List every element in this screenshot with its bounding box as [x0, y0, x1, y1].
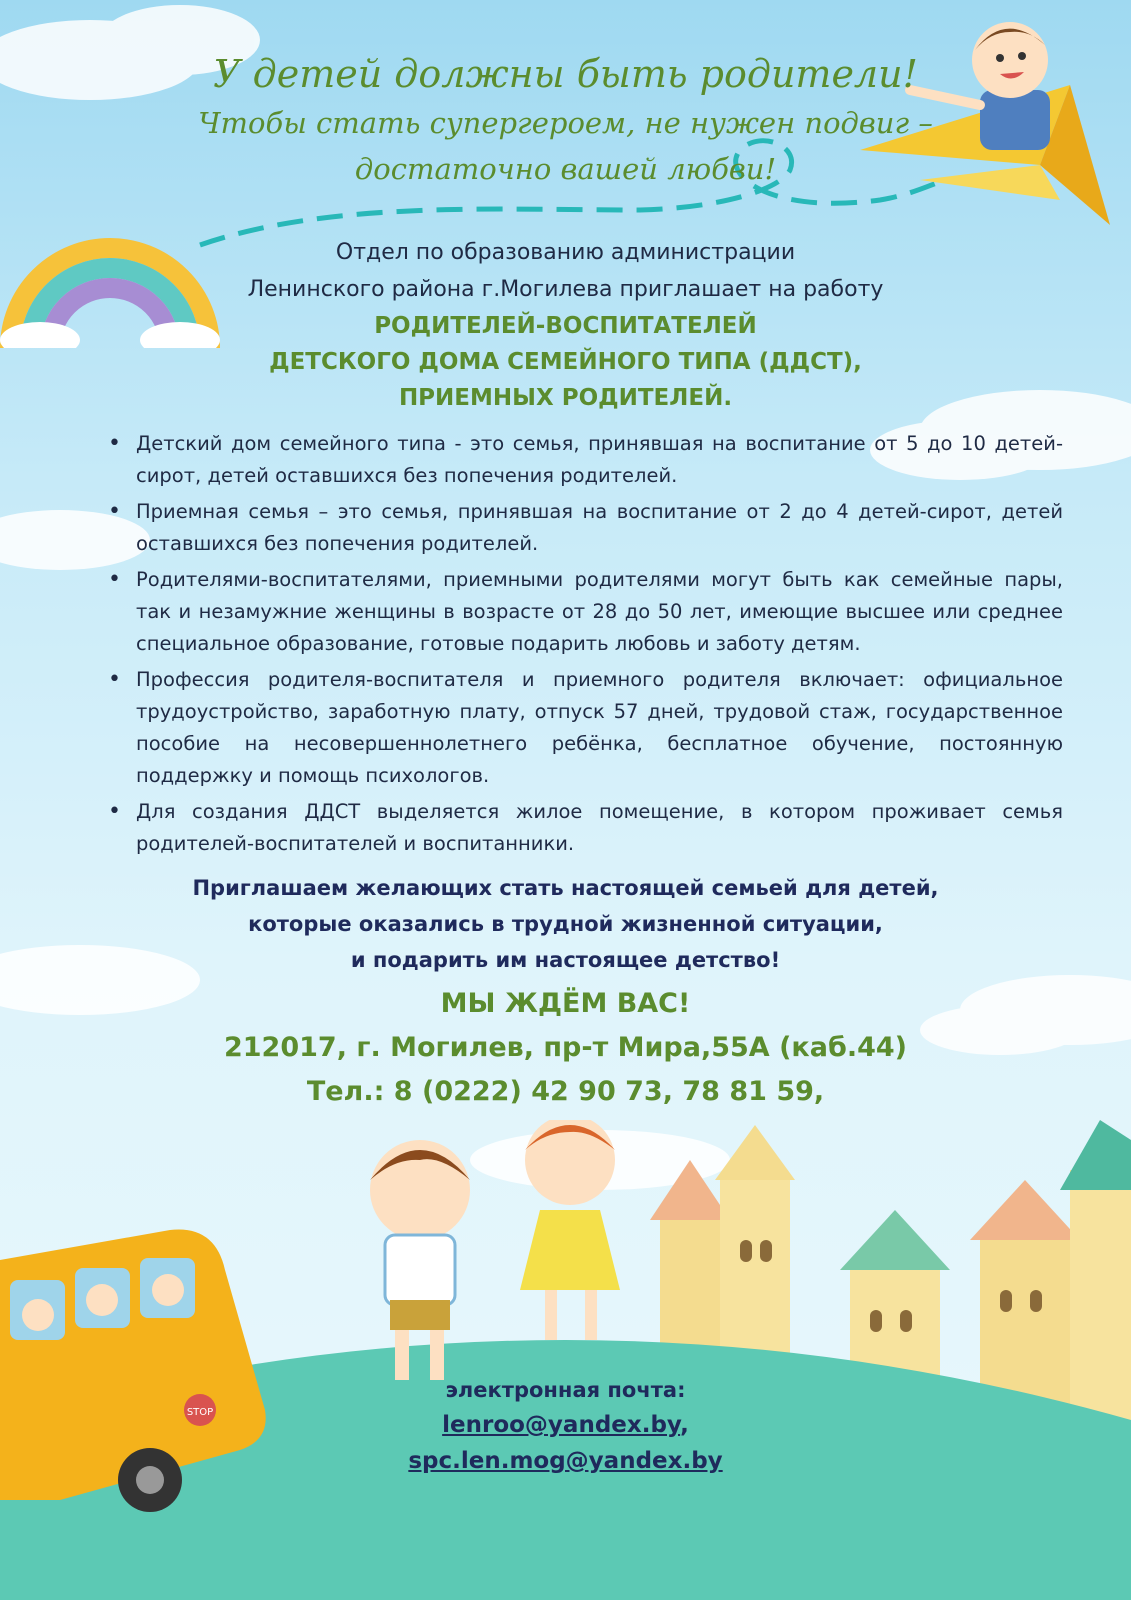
email-1-line [0, 1412, 1131, 1438]
bullet-item: • Детский дом семейного типа - это семья, принявшая на воспитание от 5 до 10 детей-сирот, детей оставшихся без попечения родителей. [108, 428, 1063, 492]
title-line-2: Чтобы стать супергероем, не нужен подвиг – [198, 106, 933, 140]
heading-foster-parents: ПРИЕМНЫХ РОДИТЕЛЕЙ. [398, 385, 733, 411]
bus-stop-sign-text: STOP [186, 1407, 214, 1418]
bullet-item: • Приемная семья – это семья, принявшая на воспитание от 2 до 4 детей-сирот, детей оставшихся без попечения родителей. [108, 496, 1063, 560]
email-label: электронная почта: [445, 1378, 686, 1402]
email-link-lenroo[interactable]: lenroo@yandex.by [442, 1412, 681, 1438]
we-wait-for-you: МЫ ЖДЁМ ВАС! [440, 988, 691, 1019]
email-link-spc[interactable]: spc.len.mog@yandex.by [408, 1448, 723, 1474]
address: 212017, г. Могилев, пр-т Мира,55А (каб.44) [223, 1032, 907, 1063]
invite-line-1: Приглашаем желающих стать настоящей семьей для детей, [192, 876, 939, 900]
bullet-item: • Родителями-воспитателями, приемными родителями могут быть как семейные пары, так и незамужние женщины в возрасте от 28 до 50 лет, имеющие высшее или среднее специальное образование, готовые подарить любовь и заботу детям. [108, 564, 1063, 660]
bullet-item: • Для создания ДДСТ выделяется жилое помещение, в котором проживает семья родителей-воспитателей и воспитанники. [108, 796, 1063, 860]
email-separator: , [680, 1412, 689, 1438]
email-2-line [0, 1448, 1131, 1474]
phone-numbers: Тел.: 8 (0222) 42 90 73, 78 81 59, [306, 1076, 825, 1107]
title-line-1: У детей должны быть родители! [213, 52, 918, 96]
bottom-scene-illustration [0, 1120, 1131, 1600]
info-bullet-list [108, 428, 1063, 864]
invite-line-3: и подарить им настоящее детство! [350, 948, 781, 972]
intro-line-2: Ленинского района г.Могилева приглашает на работу [247, 277, 884, 302]
invite-line-2: которые оказались в трудной жизненной ситуации, [248, 912, 883, 936]
heading-family-orphanage: ДЕТСКОГО ДОМА СЕМЕЙНОГО ТИПА (ДДСТ), [269, 349, 862, 375]
bullet-item: • Профессия родителя-воспитателя и приемного родителя включает: официальное трудоустройство, заработную плату, отпуск 57 дней, трудовой стаж, государственное пособие на несовершеннолетнего ребёнка, бесплатное обучение, постоянную поддержку и помощь психологов. [108, 664, 1063, 792]
intro-line-1: Отдел по образованию администрации [335, 240, 796, 265]
heading-parents-educators: РОДИТЕЛЕЙ-ВОСПИТАТЕЛЕЙ [374, 313, 757, 339]
title-line-3: достаточно вашей любви! [354, 152, 777, 186]
